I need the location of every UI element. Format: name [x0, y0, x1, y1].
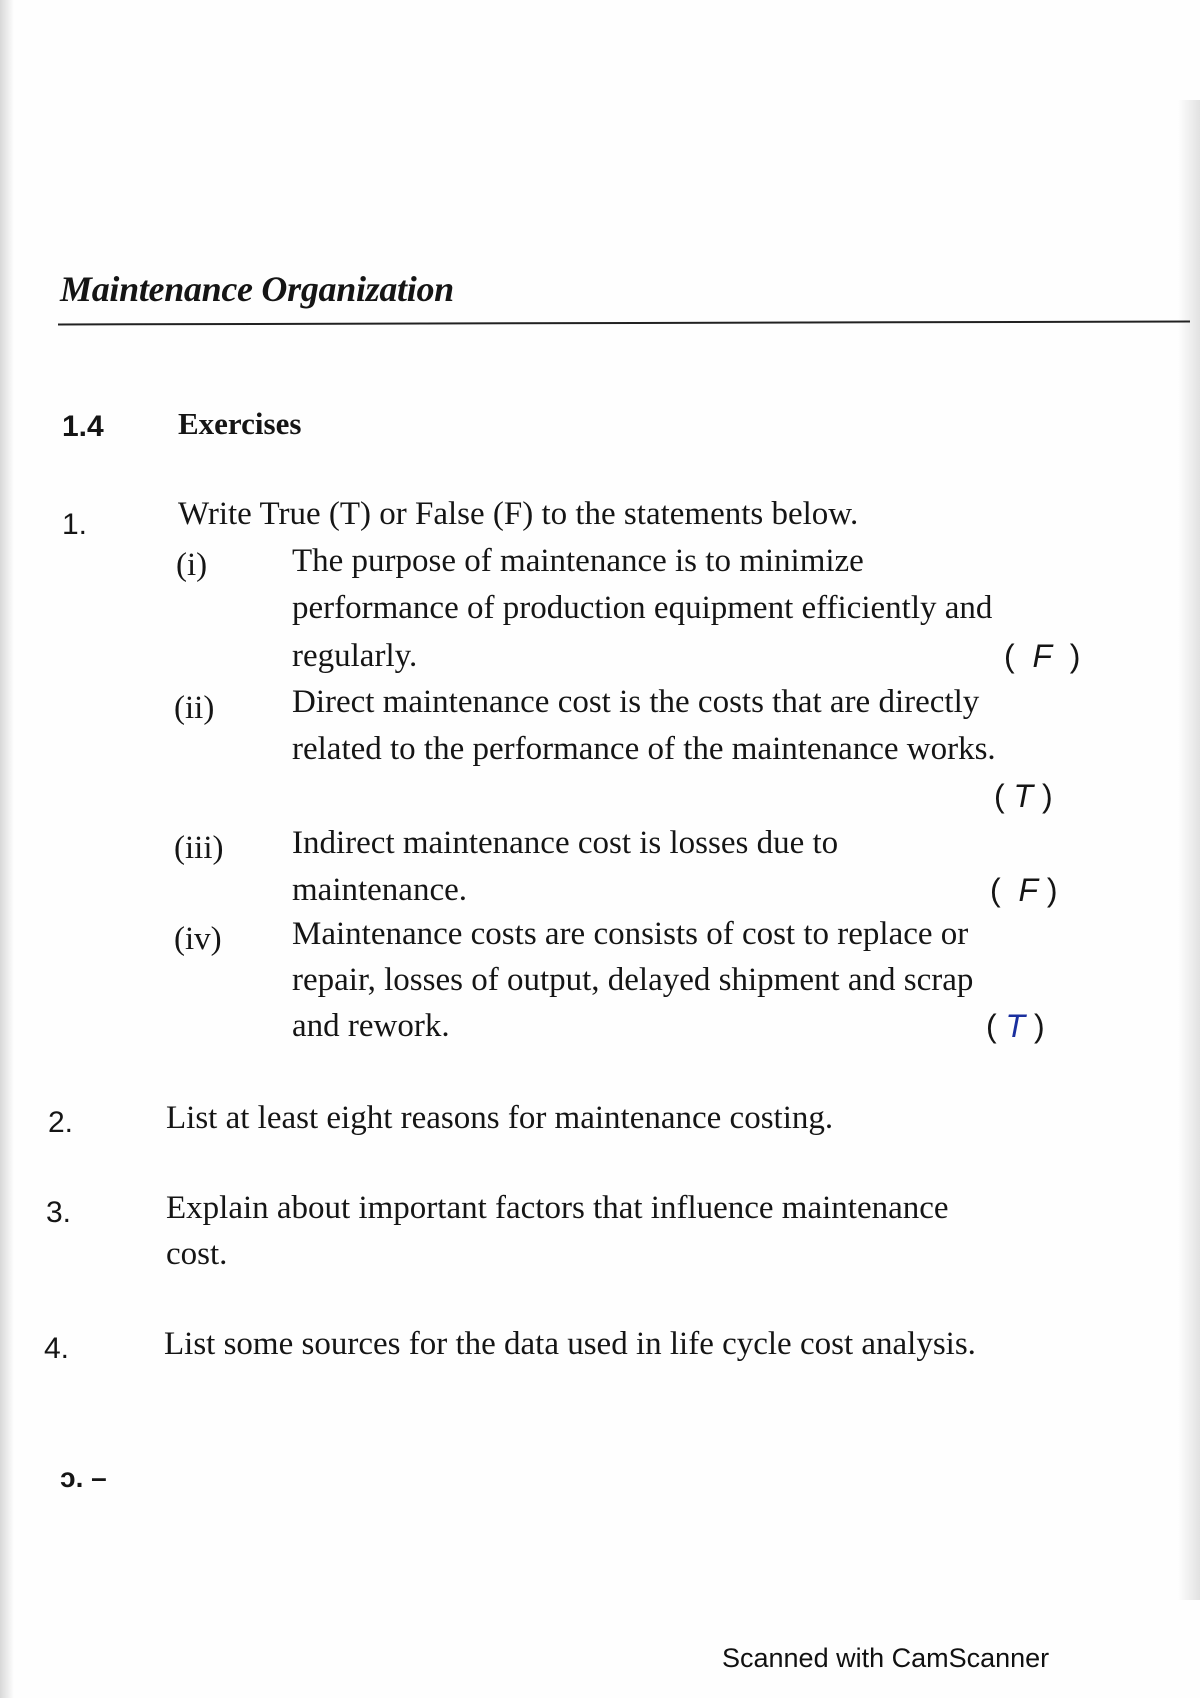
answer-iii: ( F ) [990, 872, 1058, 908]
question-4-number: 4. [44, 1332, 70, 1365]
section-number: 1.4 [62, 410, 104, 443]
statement-iv-line-2: repair, losses of output, delayed shipment and scrap [292, 962, 974, 998]
answer-iii-value: F [1018, 872, 1038, 908]
statement-i-line-3: regularly. [292, 638, 418, 674]
running-header: Maintenance Organization [60, 269, 454, 309]
question-2-text: List at least eight reasons for maintenance costing. [166, 1100, 834, 1136]
statement-iii-line-1: Indirect maintenance cost is losses due to [292, 825, 839, 861]
question-3-line-1: Explain about important factors that influence maintenance [166, 1190, 949, 1226]
scanner-watermark: Scanned with CamScanner [722, 1643, 1050, 1673]
statement-ii-line-1: Direct maintenance cost is the costs that are directly [292, 684, 980, 720]
statement-i-line-2: performance of production equipment efficiently and [292, 590, 993, 626]
question-3-line-2: cost. [166, 1236, 228, 1272]
statement-iii-label: (iii) [174, 830, 224, 866]
statement-i-line-1: The purpose of maintenance is to minimize [292, 543, 864, 579]
answer-ii-value: T [1013, 778, 1034, 814]
question-1-prompt: Write True (T) or False (F) to the statements below. [178, 496, 859, 532]
statement-iv-line-1: Maintenance costs are consists of cost to replace or [292, 916, 969, 952]
statement-ii-label: (ii) [174, 690, 215, 726]
statement-iv-line-3: and rework. [292, 1008, 450, 1044]
question-1-number: 1. [62, 508, 88, 541]
page-edge-shadow-left [0, 0, 14, 1698]
statement-ii-line-2: related to the performance of the maintenance works. [292, 731, 996, 767]
answer-i-value: F [1032, 638, 1052, 674]
answer-ii: ( T ) [994, 778, 1053, 814]
answer-i: ( F ) [1004, 638, 1081, 674]
statement-iii-line-2: maintenance. [292, 872, 467, 908]
statement-iv-label: (iv) [174, 921, 222, 957]
page-edge-shadow-right [1178, 100, 1200, 1600]
header-rule [58, 321, 1190, 326]
question-3-number: 3. [46, 1196, 72, 1229]
question-4-text: List some sources for the data used in life cycle cost analysis. [164, 1326, 976, 1362]
answer-iv-value: T [1005, 1008, 1026, 1044]
statement-i-label: (i) [176, 547, 208, 583]
section-title: Exercises [178, 406, 302, 441]
margin-scribble: ɔ. – [60, 1462, 107, 1493]
answer-iv: ( T ) [986, 1008, 1045, 1044]
question-2-number: 2. [48, 1106, 74, 1139]
